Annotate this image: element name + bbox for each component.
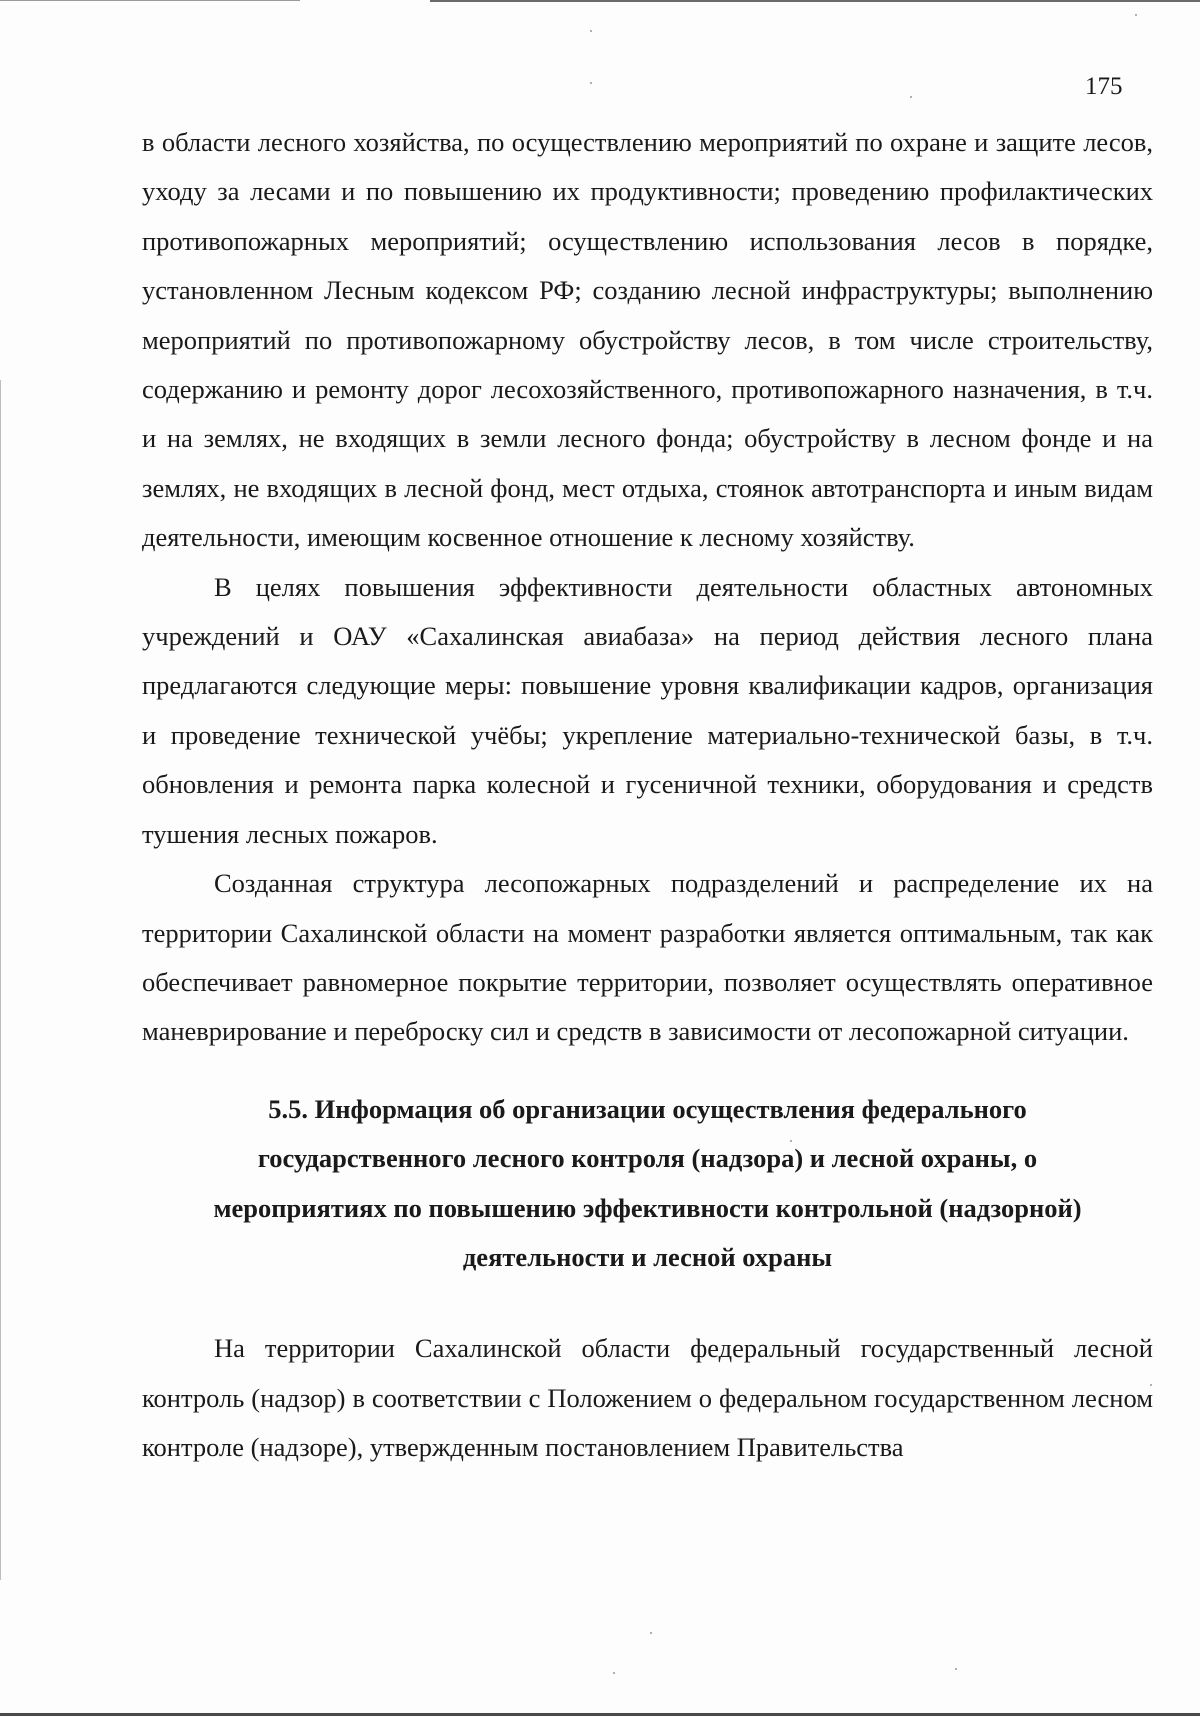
scan-speck xyxy=(590,30,592,32)
scan-edge-top-left xyxy=(0,0,300,1)
scan-speck xyxy=(910,96,912,98)
scan-edge-left xyxy=(0,380,1,1580)
section-heading-line: 5.5. Информация об организации осуществления федерального xyxy=(268,1093,1027,1124)
scan-speck xyxy=(650,1632,652,1634)
page-content xyxy=(142,118,1153,1473)
section-heading-line: мероприятиях по повышению эффективности контрольной (надзорной) xyxy=(213,1192,1082,1223)
scan-speck xyxy=(955,1668,957,1670)
section-heading-line: деятельности и лесной охраны xyxy=(462,1241,833,1272)
paragraph-forest-control: На территории Сахалинской области федеральный государственный лесной контроль (надзор) в соответствии с Положением о федеральном государственном лесном контроле (надзоре), утвержденным постановлением Правительства xyxy=(142,1333,1153,1463)
scan-edge-top xyxy=(430,0,1200,2)
paragraph-fire-structure: Созданная структура лесопожарных подразделений и распределение их на территории Сахалинской области на момент разработки является оптимальным, так как обеспечивает равномерное покрытие территории, позволяет осуществлять оперативное маневрирование и переброску сил и средств в зависимости от лесопожарной ситуации. xyxy=(142,868,1153,1047)
scan-speck xyxy=(1135,14,1137,16)
section-heading-line: государственного лесного контроля (надзора) и лесной охраны, о xyxy=(257,1143,1038,1174)
section-heading-5-5 xyxy=(142,1085,1153,1283)
paragraph-efficiency-measures: В целях повышения эффективности деятельности областных автономных учреждений и ОАУ «Сахалинская авиабаза» на период действия лесного плана предлагаются следующие меры: повышение уровня квалификации кадров, организация и проведение технической учёбы; укрепление материально-технической базы, в т.ч. обновления и ремонта парка колесной и гусеничной техники, оборудования и средств тушения лесных пожаров. xyxy=(142,571,1153,849)
paragraph-forestry-activities: в области лесного хозяйства, по осуществлению мероприятий по охране и защите лесов, уходу за лесами и по повышению их продуктивности; проведению профилактических противопожарных мероприятий; осуществлению использования лесов в порядке, установленном Лесным кодексом РФ; созданию лесной инфраструктуры; выполнению мероприятий по противопожарному обустройству лесов, в том числе строительству, содержанию и ремонту дорог лесохозяйственного, противопожарного назначения, в т.ч. и на землях, не входящих в земли лесного фонда; обустройству в лесном фонде и на землях, не входящих в лесной фонд, мест отдыха, стоянок автотранспорта и иным видам деятельности, имеющим косвенное отношение к лесному хозяйству. xyxy=(142,127,1153,553)
page-number: 175 xyxy=(1085,73,1123,100)
scan-speck xyxy=(590,82,592,84)
scan-speck xyxy=(613,1672,615,1674)
